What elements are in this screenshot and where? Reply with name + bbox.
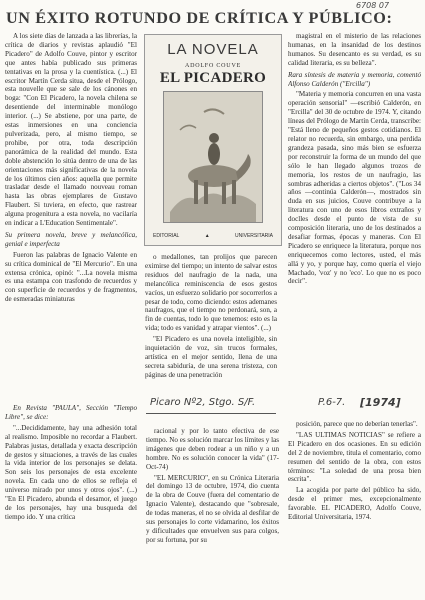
- bottom-column-1: [5, 404, 137, 598]
- article-subheading: Su primera novela, breve y melancólica, genial e imperfecta: [5, 230, 137, 248]
- headline: UN ÉXITO ROTUNDO DE CRÍTICA Y PÚBLICO:: [6, 9, 393, 27]
- rider-illustration: [164, 92, 262, 222]
- article-paragraph: "El Picadero es una novela inteligible, sin inquietación de voz, sin trucos formales, artística en el mejor sentido, llena de una secreta sabiduría, de una serena tristeza, con páginas de una penetración: [145, 335, 277, 379]
- article-column-2: [145, 253, 277, 395]
- book-cover-label: LA NOVELA: [167, 41, 259, 58]
- article-paragraph: Fueron las palabras de Ignacio Valente en su crítica dominical de "El Mercurio". En una extensa crónica, opinó: "...La novela misma es una estampa con trasfondo de recuerdos y con superficie de recuerdos y de fragmentos, de esmeradas miniaturas: [5, 250, 137, 304]
- publisher-right: UNIVERSITARIA: [235, 233, 273, 239]
- book-cover-author: ADOLFO COUVE: [184, 63, 242, 69]
- book-cover: [144, 34, 282, 246]
- article-paragraph: "Materia y memoria concurren en una vasta operación sensorial" —escribió Calderón, en "Ercilla" del 30 de octubre de 1974. Y, citando líneas del Prólogo de Martín Cerda, transcribe: "Está lleno de pequeños gestos cotidianos. El relator no recuerda, sin embargo, una perdida grandeza pasada, sino más bien se esfuerza por reconstruir la forma de un mundo del que sólo le han llegado algunos trozos de memoria, los restos de un naufragio, las sombras adheridas a ciertos objetos". ("Los 34 años —continúa Calderón—, mostrados sin duda en sus juicios, Couve contribuye a la literatura con uno de esos libros extraños y doclles desde el punto de vista de su composición literaria, uno de los destinados a desafiar formas, épocas y maneras. Con El Picadero se enriquece la literatura, porque nos enriquecemos como lectores, usted, el más allá y yo, y porque hay, como quería el viejo Machado, 'voz' y no 'eco'. Lo que no es poco decir".: [288, 90, 421, 286]
- book-cover-title: EL PICADERO: [159, 70, 267, 86]
- article-paragraph: "LAS ULTIMAS NOTICIAS" se refiere a El Picadero en dos ocasiones. En su edición del 2 de noviembre, titula el comentario, como resumen del sentido de la obra, con estos términos: "La soledad de una prosa bien escrita".: [288, 430, 421, 484]
- article-paragraph: "EL MERCURIO", en su Crónica Literaria del domingo 13 de octubre, 1974, dio cuenta de la obra de Couve (fuera del comentario de Ignacio Valente), destacando que "sobresale, de todas maneras, el no se olvida al desfilar de sus personajes lo corte vidamarino, los éxitos y dificultades que envuelven sus para colgos, por su fortuna, por su: [146, 473, 279, 544]
- book-cover-publisher: [153, 233, 273, 239]
- article-subheading: Rara síntesis de materia y memoria, comentó Alfonso Calderón ("Ercilla"): [288, 70, 421, 88]
- article-paragraph: En Revista "PAULA", Sección "Tiempo Libre", se dice:: [5, 404, 137, 421]
- article-column-3: [288, 32, 421, 402]
- article-paragraph: racional y por lo tanto efectiva de ese tiempo. No es solución marcar los límites y las imágenes que deben rodear a un niño y a un hombre. No es solución conocer la vida" (17-Oct-74): [146, 427, 279, 471]
- bottom-column-3: [288, 420, 421, 598]
- section-divider: [146, 413, 276, 414]
- source-stamp: Picaro Nº2, Stgo. S/F.: [150, 397, 256, 408]
- publisher-logo-icon: ▲: [204, 233, 210, 239]
- article-paragraph: magistral en el misterio de las relaciones humanas, en la insanidad de los destinos humanos. Su desencanto es su verdad, es su calidad literaria, es su belleza".: [288, 32, 421, 67]
- bottom-column-2: [146, 427, 279, 598]
- article-paragraph: "...Decididamente, hay una adhesión total al realismo. Imposible no recordar a Flaubert. Palabras justas, detallada y exacta descripción de gestos y situaciones, a través de las cuales la vida interior de los personajes se delata. Son seis los personajes de esta excelente novela. En cada uno de ellos se refleja el universo mirado por unos y otros ojos". (...) "En El Picadero, abunda el desamor, el juego de los personajes, hay una busqueda del tiempo ido. Y una crítica: [5, 423, 137, 521]
- book-cover-illustration: [163, 91, 263, 223]
- year-stamp: [1974]: [360, 396, 401, 409]
- page-stamp: P.6-7.: [318, 397, 346, 408]
- article-paragraph: posición, parece que no deberían tenerlas".: [296, 420, 418, 428]
- article-paragraph: o medallones, tan prolijos que parecen eximirse del tiempo; un intento de salvar estos residuos del naufragio de la nada, una melancólica reminiscencia de esos gestos vacíos, un esfuerzo solidario por socorrerlos a pesar de todo, como diciendo: estos ademanes naufragos, que el tiempo no perdonará, son, a fin de cuentas, todo lo que tenemos: esto es la vida; todo es vanidad y atrapar vientos". (...): [145, 253, 277, 333]
- article-paragraph: La acogida por parte del público ha sido, desde el primer mes, excepcionalmente favorable. EL PICADERO, Adolfo Couve, Editorial Universitaria, 1974.: [288, 486, 421, 522]
- handwritten-note: 6708 07: [356, 1, 390, 10]
- article-paragraph: A los siete días de lanzada a las librerías, la crítica de diarios y revistas aplaudió "El Picadero" de Adolfo Couve, pintor y escritor que antes había publicado sus primeras tentativas en la prosa y la cuentística. (...) El escritor Martín Cerda situa, desde el Prólogo, esta nouvelle que se sale de los cánones en boga: "Con El Picadero, la novela chilena se desentiende del interminable monólogo interior. (...) Se abstiene, por una parte, de estas inmersiones en una conciencia pulverizada, pero, al mismo tiempo, se prohibe, por otra, toda descripción panorámica de la realidad del mundo. Esta doble abstención lo sitúa dentro de una de las orientaciones más significativas de la novela de los últimos cien años: aquella que permite trasladar desde el llamado nouveau roman hasta las obras ejemplares de Gustavo Flaubert. Si tuviera, en efecto, que rastrear alguna progenitura a esta novela, no vacilaría en indicar a L'Education Sentimentale".: [5, 32, 137, 228]
- article-column-1: [5, 32, 137, 395]
- publisher-left: EDITORIAL: [153, 233, 180, 239]
